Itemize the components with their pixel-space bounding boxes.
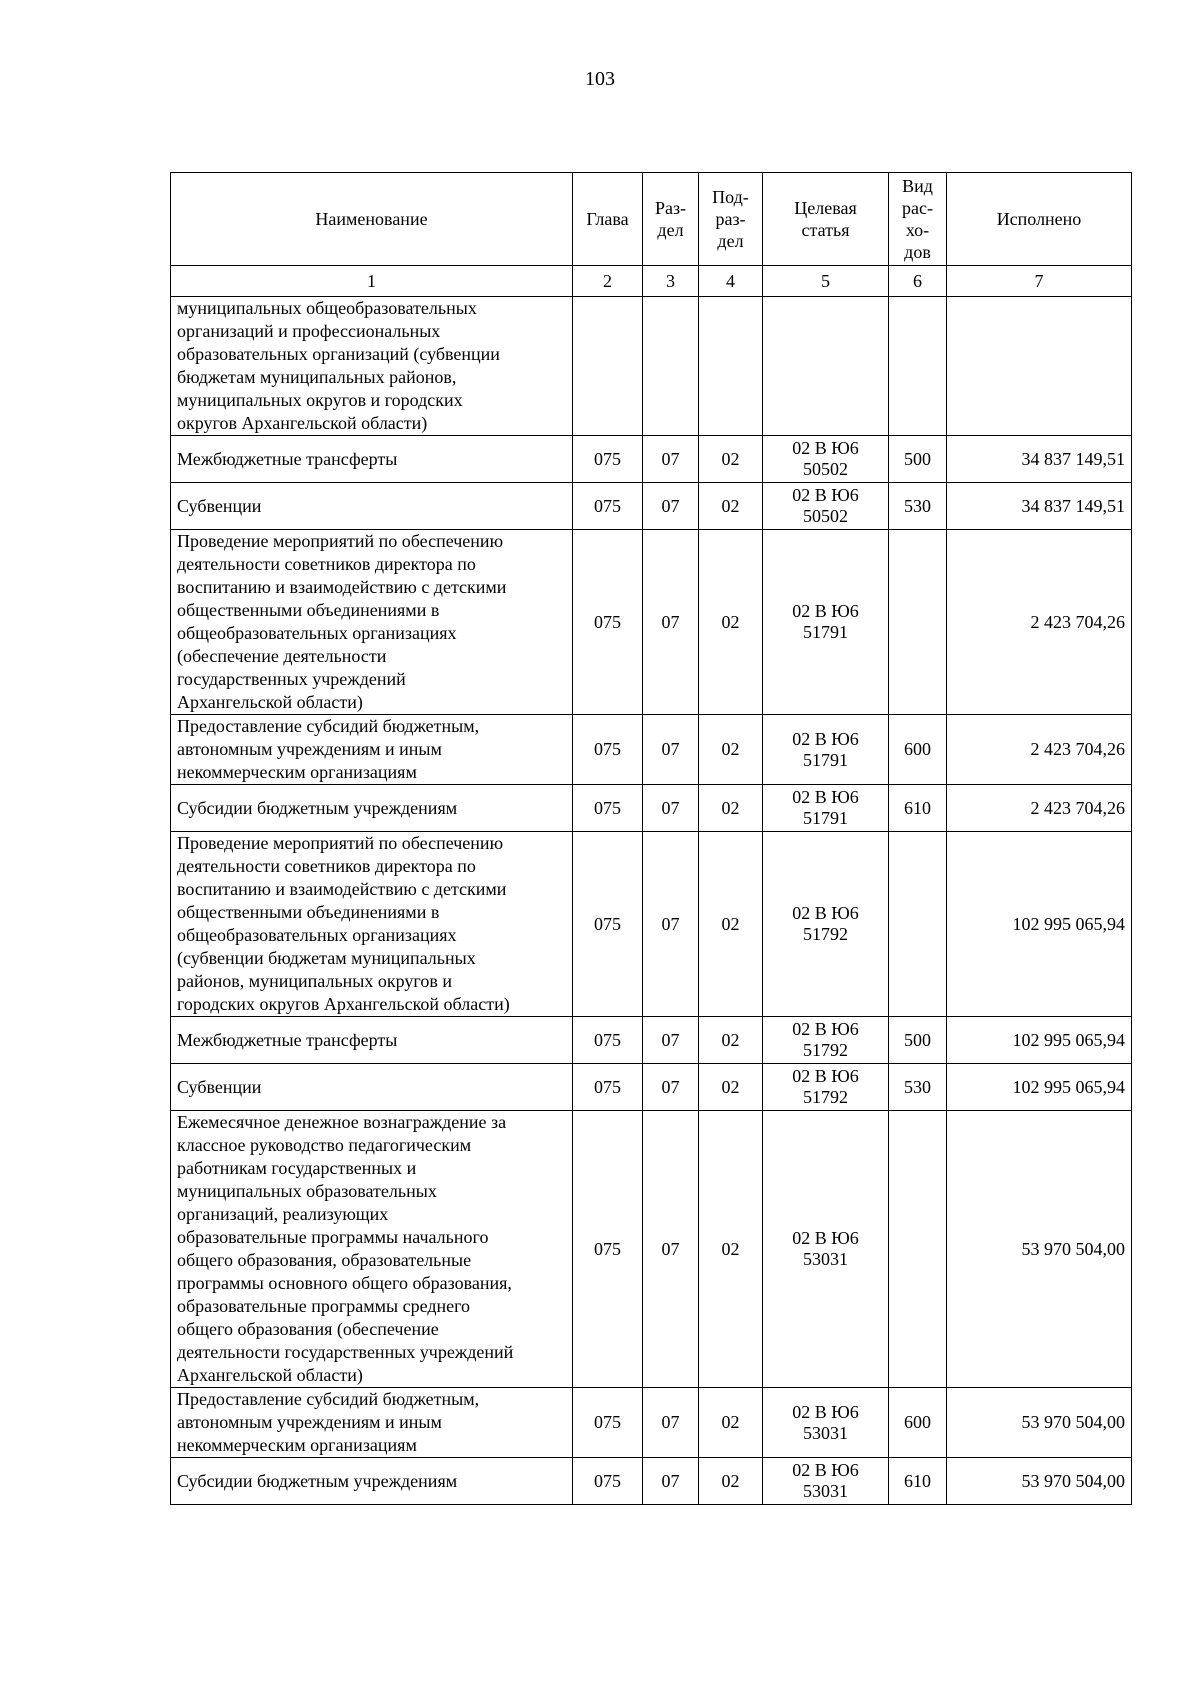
cell-chapter: 075 (573, 1388, 643, 1458)
header-subsection: Под- раз- дел (699, 173, 763, 266)
table-row (171, 436, 1132, 483)
header-chapter: Глава (573, 173, 643, 266)
cell-expense-type (889, 297, 947, 436)
cell-subsection: 02 (699, 715, 763, 785)
cell-expense-type (889, 530, 947, 715)
table-row (171, 1064, 1132, 1111)
cell-name: Субвенции (171, 1064, 573, 1111)
table-row (171, 832, 1132, 1017)
cell-executed: 53 970 504,00 (947, 1388, 1132, 1458)
header-section: Раз- дел (643, 173, 699, 266)
cell-target-article: 02 В Ю6 51792 (763, 1017, 889, 1064)
cell-target-article: 02 В Ю6 53031 (763, 1111, 889, 1388)
cell-expense-type: 500 (889, 436, 947, 483)
cell-expense-type: 600 (889, 715, 947, 785)
header-target-article: Целевая статья (763, 173, 889, 266)
cell-section: 07 (643, 530, 699, 715)
cell-name: Предоставление субсидий бюджетным, автономным учреждениям и иным некоммерческим организациям (171, 1388, 573, 1458)
cell-section: 07 (643, 1064, 699, 1111)
cell-section: 07 (643, 715, 699, 785)
cell-subsection: 02 (699, 832, 763, 1017)
cell-subsection: 02 (699, 483, 763, 530)
cell-chapter: 075 (573, 832, 643, 1017)
cell-chapter: 075 (573, 530, 643, 715)
cell-target-article: 02 В Ю6 50502 (763, 483, 889, 530)
cell-subsection: 02 (699, 785, 763, 832)
cell-subsection: 02 (699, 530, 763, 715)
cell-target-article: 02 В Ю6 53031 (763, 1388, 889, 1458)
cell-chapter: 075 (573, 436, 643, 483)
cell-section: 07 (643, 1458, 699, 1505)
cell-chapter: 075 (573, 1017, 643, 1064)
cell-subsection: 02 (699, 1064, 763, 1111)
cell-name: муниципальных общеобразовательных организаций и профессиональных образовательных организаций (субвенции бюджетам муниципальных районов, муниципальных округов и городских округов Архангельской области) (171, 297, 573, 436)
cell-expense-type: 500 (889, 1017, 947, 1064)
cell-chapter: 075 (573, 715, 643, 785)
cell-target-article: 02 В Ю6 51791 (763, 785, 889, 832)
budget-execution-table (170, 172, 1132, 1505)
cell-section: 07 (643, 436, 699, 483)
cell-executed: 34 837 149,51 (947, 436, 1132, 483)
table-row (171, 1111, 1132, 1388)
header-executed: Исполнено (947, 173, 1132, 266)
table-row (171, 530, 1132, 715)
cell-target-article: 02 В Ю6 51792 (763, 1064, 889, 1111)
column-number: 2 (573, 266, 643, 297)
cell-section: 07 (643, 483, 699, 530)
cell-chapter: 075 (573, 785, 643, 832)
header-name: Наименование (171, 173, 573, 266)
cell-target-article: 02 В Ю6 51792 (763, 832, 889, 1017)
table-row (171, 1458, 1132, 1505)
cell-chapter: 075 (573, 1111, 643, 1388)
cell-name: Субвенции (171, 483, 573, 530)
cell-executed: 2 423 704,26 (947, 785, 1132, 832)
cell-expense-type: 610 (889, 785, 947, 832)
cell-subsection: 02 (699, 1458, 763, 1505)
cell-chapter: 075 (573, 1064, 643, 1111)
cell-target-article: 02 В Ю6 51791 (763, 530, 889, 715)
cell-target-article: 02 В Ю6 51791 (763, 715, 889, 785)
cell-name: Проведение мероприятий по обеспечению деятельности советников директора по воспитанию и взаимодействию с детскими общественными объединениями в общеобразовательных организациях (обеспечение деятельности государственных учреждений Архангельской области) (171, 530, 573, 715)
column-number: 7 (947, 266, 1132, 297)
column-number: 3 (643, 266, 699, 297)
table-row (171, 785, 1132, 832)
cell-expense-type: 530 (889, 483, 947, 530)
cell-executed: 102 995 065,94 (947, 1017, 1132, 1064)
cell-expense-type (889, 1111, 947, 1388)
cell-section: 07 (643, 1017, 699, 1064)
cell-name: Субсидии бюджетным учреждениям (171, 1458, 573, 1505)
header-expense-type: Вид рас- хо- дов (889, 173, 947, 266)
cell-executed: 2 423 704,26 (947, 530, 1132, 715)
cell-name: Проведение мероприятий по обеспечению деятельности советников директора по воспитанию и взаимодействию с детскими общественными объединениями в общеобразовательных организациях (субвенции бюджетам муниципальных районов, муниципальных округов и городских округов Архангельской области) (171, 832, 573, 1017)
cell-executed (947, 297, 1132, 436)
cell-name: Субсидии бюджетным учреждениям (171, 785, 573, 832)
cell-subsection: 02 (699, 1111, 763, 1388)
cell-executed: 2 423 704,26 (947, 715, 1132, 785)
cell-executed: 53 970 504,00 (947, 1111, 1132, 1388)
table-row (171, 1017, 1132, 1064)
cell-section: 07 (643, 1388, 699, 1458)
cell-target-article (763, 297, 889, 436)
cell-executed: 34 837 149,51 (947, 483, 1132, 530)
column-number: 5 (763, 266, 889, 297)
table-row (171, 715, 1132, 785)
cell-section (643, 297, 699, 436)
cell-name: Ежемесячное денежное вознаграждение за классное руководство педагогическим работникам государственных и муниципальных образовательных организаций, реализующих образовательные программы начального общего образования, образовательные программы основного общего образования, образовательные программы среднего общего образования (обеспечение деятельности государственных учреждений Архангельской области) (171, 1111, 573, 1388)
table-row (171, 483, 1132, 530)
column-number-row (171, 266, 1132, 297)
cell-name: Межбюджетные трансферты (171, 436, 573, 483)
column-number: 4 (699, 266, 763, 297)
cell-expense-type (889, 832, 947, 1017)
cell-executed: 53 970 504,00 (947, 1458, 1132, 1505)
cell-subsection: 02 (699, 1017, 763, 1064)
cell-name: Межбюджетные трансферты (171, 1017, 573, 1064)
cell-subsection (699, 297, 763, 436)
cell-expense-type: 610 (889, 1458, 947, 1505)
cell-chapter: 075 (573, 1458, 643, 1505)
cell-expense-type: 600 (889, 1388, 947, 1458)
column-number: 6 (889, 266, 947, 297)
column-number: 1 (171, 266, 573, 297)
cell-subsection: 02 (699, 436, 763, 483)
cell-subsection: 02 (699, 1388, 763, 1458)
cell-expense-type: 530 (889, 1064, 947, 1111)
table-row (171, 297, 1132, 436)
cell-chapter: 075 (573, 483, 643, 530)
page-number: 103 (585, 68, 615, 90)
header-row (171, 173, 1132, 266)
cell-chapter (573, 297, 643, 436)
cell-executed: 102 995 065,94 (947, 1064, 1132, 1111)
cell-target-article: 02 В Ю6 50502 (763, 436, 889, 483)
cell-target-article: 02 В Ю6 53031 (763, 1458, 889, 1505)
cell-section: 07 (643, 1111, 699, 1388)
cell-section: 07 (643, 832, 699, 1017)
cell-section: 07 (643, 785, 699, 832)
cell-name: Предоставление субсидий бюджетным, автономным учреждениям и иным некоммерческим организациям (171, 715, 573, 785)
cell-executed: 102 995 065,94 (947, 832, 1132, 1017)
table-row (171, 1388, 1132, 1458)
